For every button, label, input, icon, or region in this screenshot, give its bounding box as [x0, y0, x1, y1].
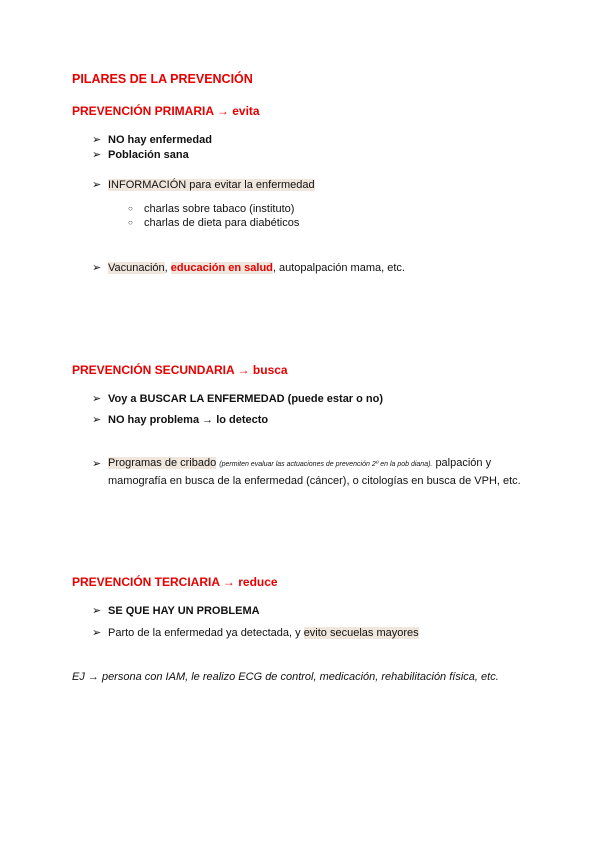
- cribado-note: (permiten evaluar las actuaciones de prevención 2º en la pob diana).: [219, 461, 433, 468]
- arrow-bullet-icon: ➢: [92, 605, 102, 617]
- cribado-label: Programas de cribado: [108, 457, 217, 469]
- secundaria-item: Voy a BUSCAR LA ENFERMEDAD (puede estar o no): [108, 393, 384, 405]
- parto-text: Parto de la enfermedad ya detectada, y: [108, 627, 304, 639]
- primaria-sub-item: charlas de dieta para diabéticos: [144, 217, 300, 229]
- heading-secundaria: PREVENCIÓN SECUNDARIA → busca: [72, 363, 288, 377]
- autopalpacion-text: , autopalpación mama, etc.: [272, 262, 405, 274]
- educacion-salud-text: educación en salud: [170, 262, 273, 274]
- arrow-bullet-icon: ➢: [92, 149, 102, 161]
- vacunacion-text: Vacunación: [108, 262, 165, 274]
- primaria-info-item: [108, 178, 315, 192]
- info-text: INFORMACIÓN para evitar la enfermedad: [108, 179, 315, 191]
- heading-primaria: PREVENCIÓN PRIMARIA → evita: [72, 104, 260, 118]
- secundaria-item: NO hay problema → lo detecto: [108, 414, 269, 426]
- arrow-bullet-icon: ➢: [92, 627, 102, 639]
- terciaria-parto-item: [108, 626, 419, 640]
- circle-bullet-icon: ○: [128, 218, 133, 227]
- arrow-bullet-icon: ➢: [92, 134, 102, 146]
- arrow-bullet-icon: ➢: [92, 458, 102, 470]
- arrow-bullet-icon: ➢: [92, 393, 102, 405]
- page-title: PILARES DE LA PREVENCIÓN: [72, 72, 253, 86]
- secundaria-cribado-item: [108, 455, 538, 489]
- secuelas-text: evito secuelas mayores: [303, 627, 419, 639]
- arrow-bullet-icon: ➢: [92, 414, 102, 426]
- example-text: EJ → persona con IAM, le realizo ECG de control, medicación, rehabilitación física, etc.: [72, 671, 499, 683]
- circle-bullet-icon: ○: [128, 204, 133, 213]
- primaria-item: Población sana: [108, 149, 189, 161]
- arrow-bullet-icon: ➢: [92, 262, 102, 274]
- separator: ,: [164, 262, 171, 274]
- arrow-bullet-icon: ➢: [92, 179, 102, 191]
- primaria-item: NO hay enfermedad: [108, 134, 212, 146]
- heading-terciaria: PREVENCIÓN TERCIARIA → reduce: [72, 575, 278, 589]
- cribado-rest: palpación y mamografía en busca de la enfermedad (cáncer), o citologías en busca de VPH, etc.: [108, 457, 521, 487]
- terciaria-item: SE QUE HAY UN PROBLEMA: [108, 605, 260, 617]
- primaria-vacunacion-item: [108, 261, 405, 275]
- primaria-sub-item: charlas sobre tabaco (instituto): [144, 203, 295, 215]
